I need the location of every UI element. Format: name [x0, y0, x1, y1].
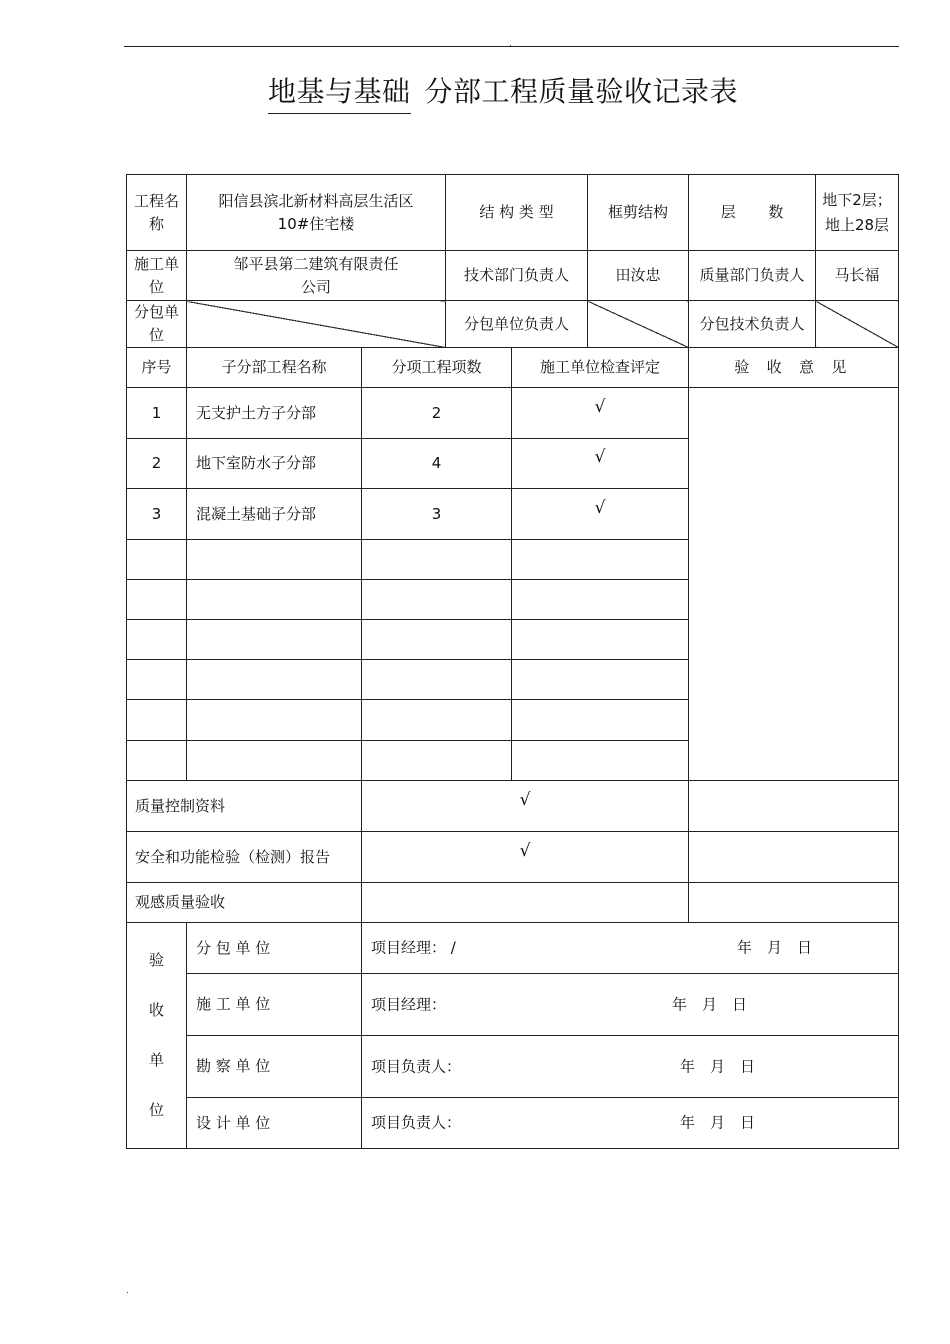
- empty-cell: [187, 540, 362, 580]
- check-mark: √: [519, 789, 531, 810]
- empty-cell: [362, 660, 512, 700]
- check-mark: √: [519, 840, 531, 861]
- side-char: 位: [148, 1101, 164, 1119]
- empty-cell: [362, 741, 512, 781]
- table-row-check: [512, 489, 689, 540]
- contractor-unit-sign: [362, 974, 899, 1036]
- project-name-label: 工程名称: [127, 175, 187, 251]
- tech-head-label: 技术部门负责人: [446, 251, 588, 301]
- sub-tech-head-label: 分包技术负责人: [689, 301, 816, 348]
- subcontractor-value-empty: [187, 301, 446, 348]
- empty-cell: [512, 700, 689, 741]
- floors-value: 地下2层；地上28层: [816, 175, 899, 251]
- project-name-value: 阳信县滨北新材料高层生活区10#住宅楼: [187, 175, 446, 251]
- empty-cell: [512, 741, 689, 781]
- signer-label: 项目经理： /: [371, 938, 456, 957]
- table-row-count: 3: [362, 489, 512, 540]
- title-main: 地基与基础: [268, 72, 411, 114]
- date-field: 年 月 日: [680, 1113, 756, 1132]
- safety-report-opinion: [689, 832, 899, 883]
- empty-cell: [127, 741, 187, 781]
- empty-cell: [362, 620, 512, 660]
- check-mark: √: [594, 396, 606, 417]
- contractor-value: 邹平县第二建筑有限责任公司: [187, 251, 446, 301]
- table-row-check: [512, 439, 689, 489]
- empty-cell: [127, 660, 187, 700]
- survey-unit-label: 勘 察 单 位: [187, 1036, 362, 1098]
- footer-dot: .: [126, 1286, 129, 1296]
- table-row-seq: 1: [127, 388, 187, 439]
- acceptance-unit-side-label: [127, 923, 187, 1149]
- qc-docs-label: 质量控制资料: [127, 781, 362, 832]
- tech-head-value: 田汝忠: [588, 251, 689, 301]
- empty-cell: [127, 620, 187, 660]
- design-unit-label: 设 计 单 位: [187, 1098, 362, 1149]
- survey-unit-sign: [362, 1036, 899, 1098]
- qc-docs-opinion: [689, 781, 899, 832]
- acceptance-opinion-cell: [689, 388, 899, 781]
- document-title: [268, 72, 738, 114]
- date-field: 年 月 日: [672, 995, 748, 1013]
- empty-cell: [512, 540, 689, 580]
- quality-head-value: 马长福: [816, 251, 899, 301]
- side-char: 验: [148, 951, 164, 969]
- empty-cell: [187, 700, 362, 741]
- signer-label: 项目负责人：: [371, 1057, 462, 1075]
- col-sub-division-name: 子分部工程名称: [187, 348, 362, 388]
- empty-cell: [187, 580, 362, 620]
- check-mark: √: [594, 497, 606, 518]
- empty-cell: [187, 741, 362, 781]
- table-row-seq: 3: [127, 489, 187, 540]
- signer-label: 项目经理：: [371, 995, 447, 1013]
- subcontract-unit-sign: [362, 923, 899, 974]
- table-row-count: 4: [362, 439, 512, 489]
- side-char: 收: [148, 1001, 164, 1019]
- signer-label: 项目负责人：: [371, 1113, 462, 1132]
- table-row-check: [512, 388, 689, 439]
- safety-report-label: 安全和功能检验（检测）报告: [127, 832, 362, 883]
- appearance-opinion: [689, 883, 899, 923]
- empty-cell: [127, 540, 187, 580]
- side-char: 单: [148, 1051, 164, 1069]
- empty-cell: [127, 580, 187, 620]
- header-dot: .: [509, 39, 512, 49]
- empty-cell: [362, 700, 512, 741]
- empty-cell: [127, 700, 187, 741]
- table-row-name: 地下室防水子分部: [187, 439, 362, 489]
- empty-cell: [187, 620, 362, 660]
- sub-head-value-empty: [588, 301, 689, 348]
- table-row-name: 无支护土方子分部: [187, 388, 362, 439]
- structure-type-value: 框剪结构: [588, 175, 689, 251]
- empty-cell: [362, 580, 512, 620]
- col-contractor-check: 施工单位检查评定: [512, 348, 689, 388]
- floors-label: 层 数: [689, 175, 816, 251]
- sub-head-label: 分包单位负责人: [446, 301, 588, 348]
- empty-cell: [512, 660, 689, 700]
- quality-head-label: 质量部门负责人: [689, 251, 816, 301]
- acceptance-table: [126, 174, 899, 1149]
- sub-tech-head-value-empty: [816, 301, 899, 348]
- date-field: 年 月 日: [680, 1057, 756, 1075]
- col-acceptance-opinion: 验 收 意 见: [689, 348, 899, 388]
- subcontractor-label: 分包单位: [127, 301, 187, 348]
- table-row-name: 混凝土基础子分部: [187, 489, 362, 540]
- contractor-label: 施工单位: [127, 251, 187, 301]
- col-seq: 序号: [127, 348, 187, 388]
- title-rest: 分部工程质量验收记录表: [424, 75, 739, 108]
- table-row-seq: 2: [127, 439, 187, 489]
- empty-cell: [512, 580, 689, 620]
- safety-report-check: [362, 832, 689, 883]
- appearance-check: [362, 883, 689, 923]
- date-field: 年 月 日: [737, 938, 813, 957]
- empty-cell: [362, 540, 512, 580]
- design-unit-sign: [362, 1098, 899, 1149]
- contractor-unit-label: 施 工 单 位: [187, 974, 362, 1036]
- qc-docs-check: [362, 781, 689, 832]
- appearance-label: 观感质量验收: [127, 883, 362, 923]
- subcontract-unit-label: 分 包 单 位: [187, 923, 362, 974]
- check-mark: √: [594, 447, 606, 467]
- table-row-count: 2: [362, 388, 512, 439]
- structure-type-label: 结 构 类 型: [446, 175, 588, 251]
- col-item-count: 分项工程项数: [362, 348, 512, 388]
- empty-cell: [187, 660, 362, 700]
- empty-cell: [512, 620, 689, 660]
